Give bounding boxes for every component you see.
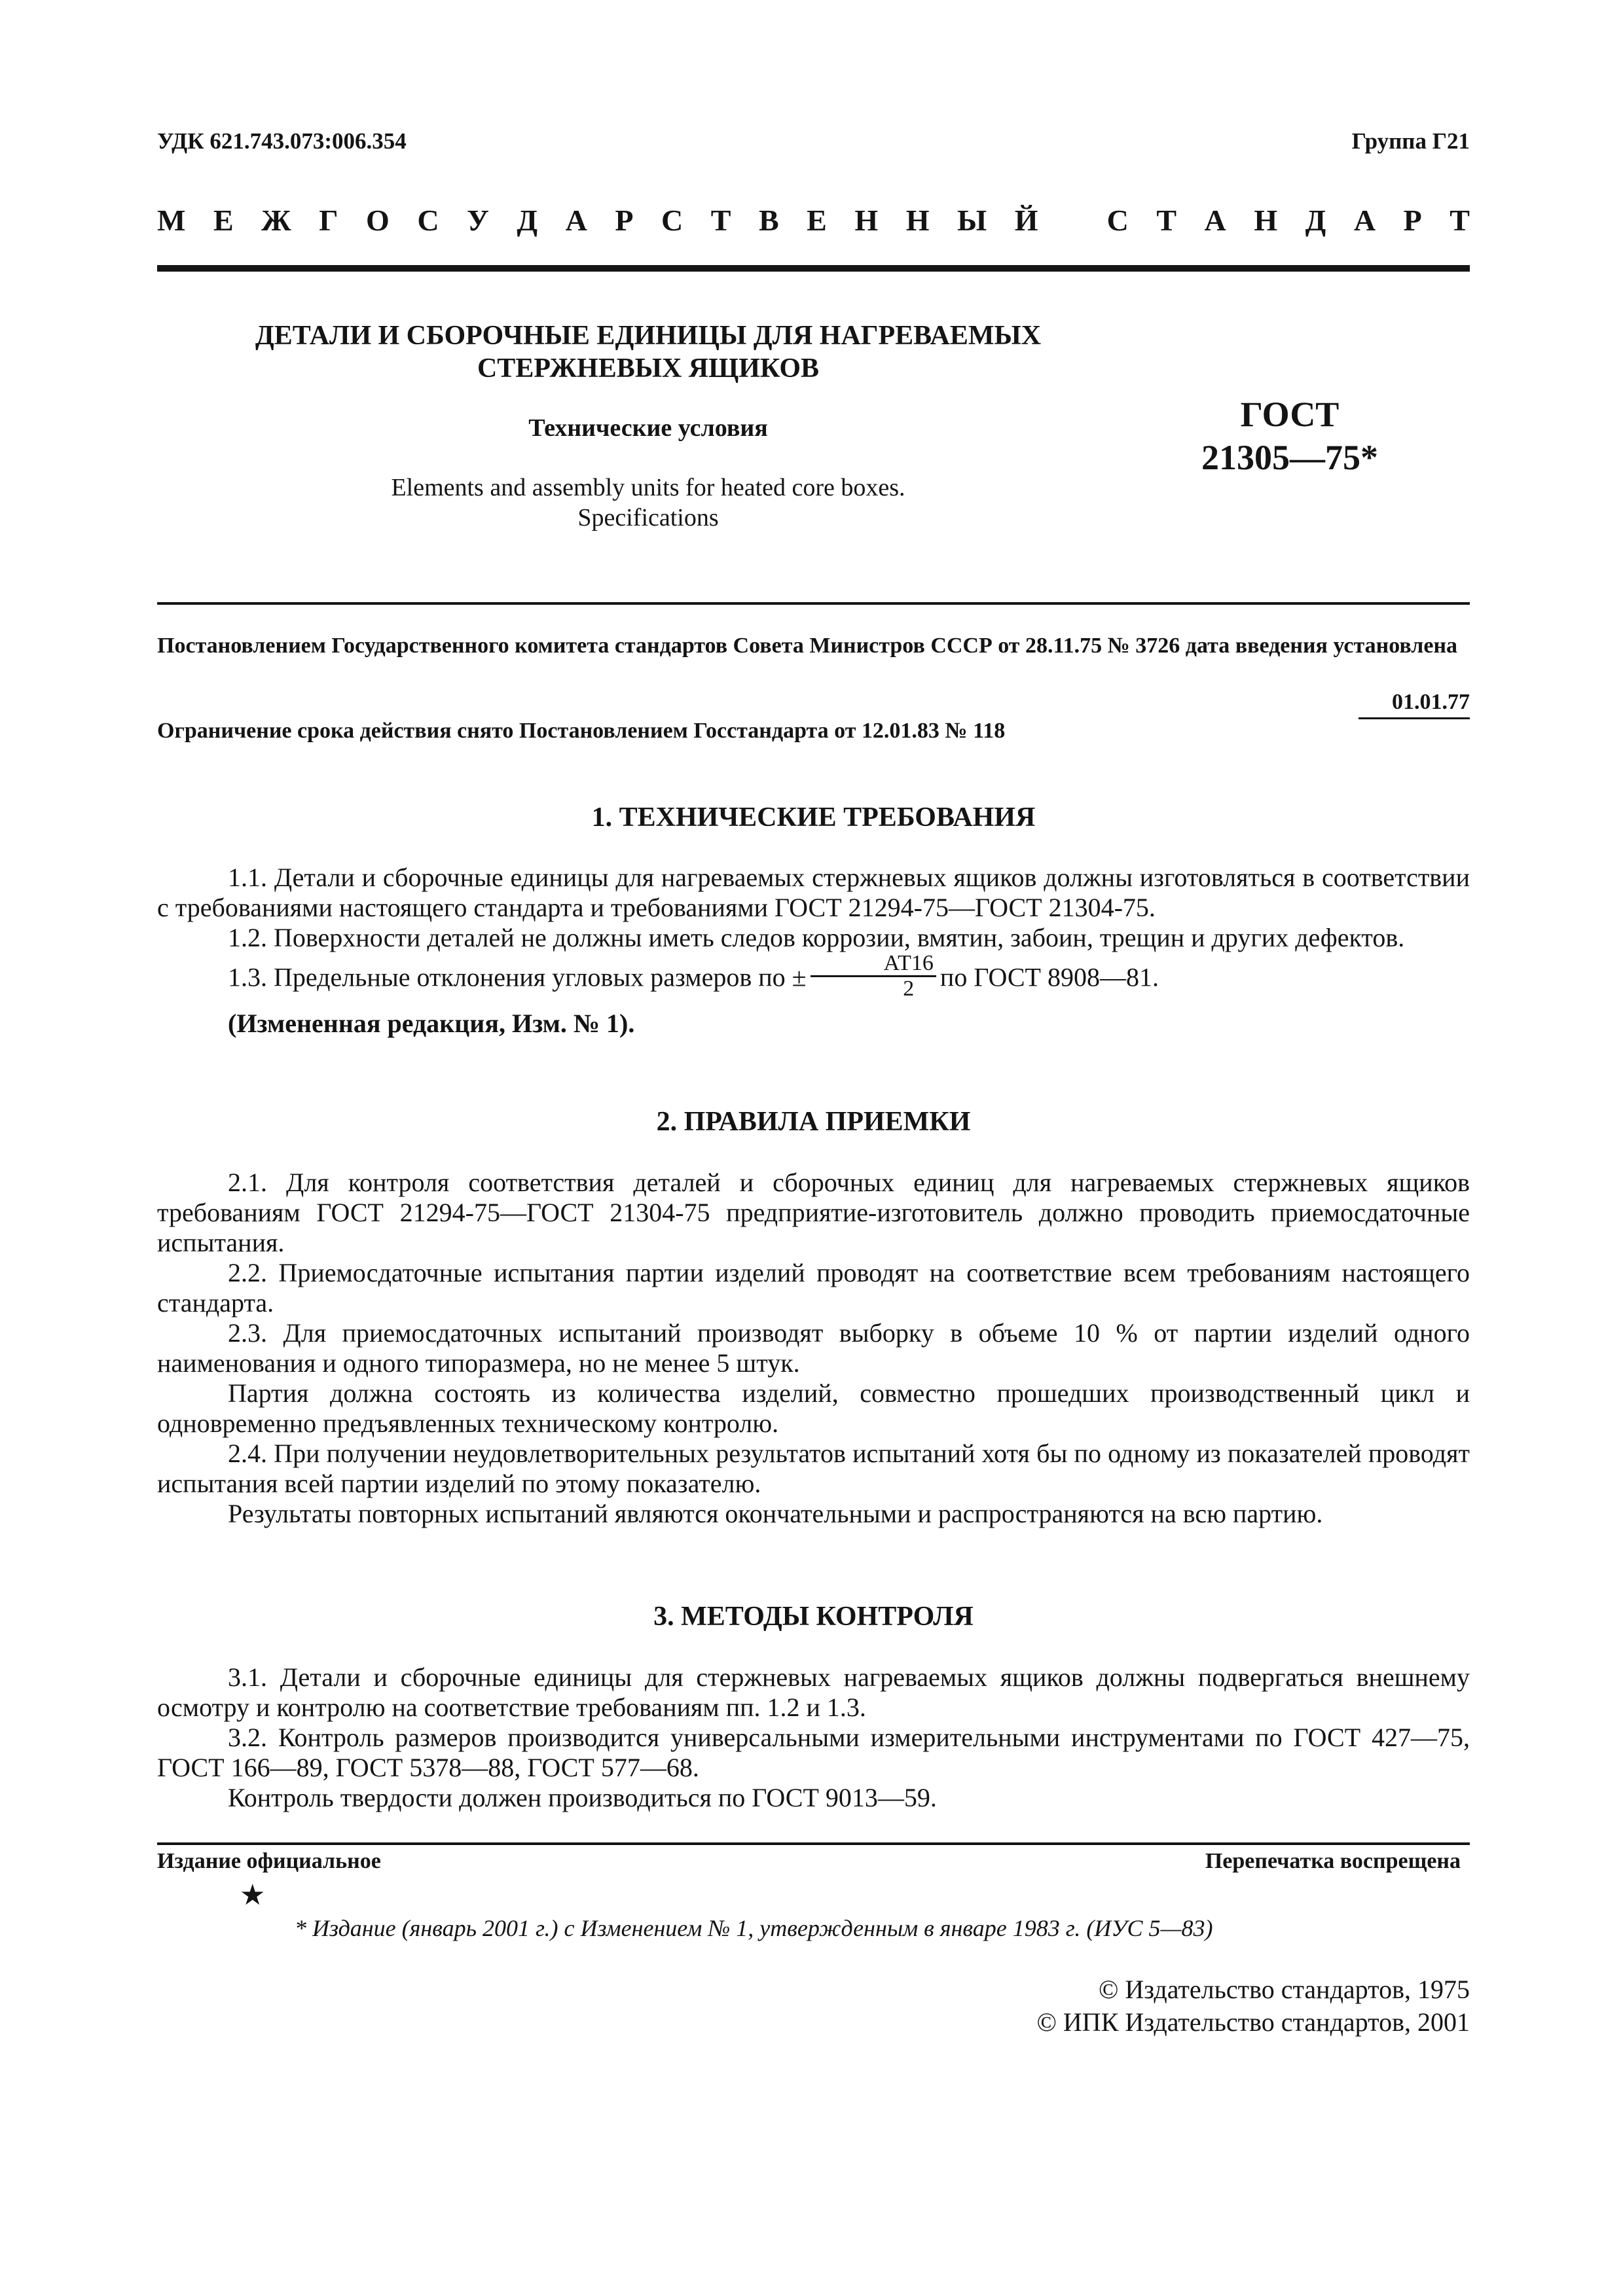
banner-letter: А: [565, 203, 587, 237]
banner-letter: Й: [1014, 203, 1038, 237]
section-1-body: [157, 863, 1470, 1039]
banner-letter: А: [1353, 203, 1376, 237]
title-rule: [157, 602, 1470, 605]
section-3-body: [157, 1662, 1470, 1813]
copyright-block: [1037, 1973, 1470, 2039]
banner-letter: Ы: [957, 203, 987, 237]
edition-footnote: * Издание (январь 2001 г.) с Изменением № 1, утвержденным в январе 1983 г. (ИУС 5—83): [295, 1915, 1213, 1941]
title-line-2: СТЕРЖНЕВЫХ ЯЩИКОВ: [477, 353, 820, 384]
paragraph-1-1: 1.1. Детали и сборочные единицы для нагреваемых стержневых ящиков должны изготовляться в соответствии с требованиями настоящего стандарта и требованиями ГОСТ 21294-75—ГОСТ 21304-75.: [157, 863, 1470, 922]
paragraph-2-3-note: Партия должна состоять из количества изделий, совместно прошедших производственный цикл и одновременно предъявленных техническому контролю.: [157, 1378, 1470, 1438]
banner-letter: У: [467, 203, 489, 237]
paragraph-1-3-text: 1.3. Предельные отклонения угловых размеров по ±: [228, 962, 807, 992]
group-code: Группа Г21: [1351, 128, 1470, 154]
standard-banner: [157, 200, 1470, 240]
paragraph-1-3: [157, 951, 1470, 1005]
banner-letter: Н: [905, 203, 930, 237]
title-line-1: ДЕТАЛИ И СБОРОЧНЫЕ ЕДИНИЦЫ ДЛЯ НАГРЕВАЕМЫХ: [255, 321, 1042, 351]
banner-letter: Д: [517, 203, 538, 237]
banner-letter: Т: [710, 203, 731, 237]
paragraph-2-4: 2.4. При получении неудовлетворительных результатов испытаний хотя бы по одному из показателей проводят испытания всей партии изделий по этому показателю.: [157, 1439, 1470, 1498]
banner-letter: М: [157, 203, 186, 237]
paragraph-3-2-note: Контроль твердости должен производиться по ГОСТ 9013—59.: [228, 1783, 937, 1812]
section-heading-1: 1. ТЕХНИЧЕСКИЕ ТРЕБОВАНИЯ: [591, 802, 1036, 833]
banner-letter: Е: [807, 203, 827, 237]
paragraph-1-2: 1.2. Поверхности деталей не должны иметь следов коррозии, вмятин, забоин, трещин и других дефектов.: [228, 923, 1405, 952]
paragraph-3-1: 3.1. Детали и сборочные единицы для стержневых нагреваемых ящиков должны подвергаться внешнему осмотру и контролю на соответствие требованиям пп. 1.2 и 1.3.: [157, 1662, 1470, 1722]
english-title-line-2: Specifications: [577, 504, 719, 531]
gost-designation: [1152, 393, 1427, 479]
introduction-date: 01.01.77: [1392, 690, 1470, 714]
amendment-note: (Измененная редакция, Изм. № 1).: [228, 1009, 635, 1038]
paragraph-3-2: 3.2. Контроль размеров производится универсальными измерительными инструментами по ГОСТ 427—75, ГОСТ 166—89, ГОСТ 5378—88, ГОСТ 577—68.: [157, 1723, 1470, 1782]
banner-letter: С: [661, 203, 684, 237]
english-title: [157, 473, 1139, 533]
copyright-1975: © Издательство стандартов, 1975: [1098, 1975, 1470, 2004]
banner-rule: [157, 265, 1470, 272]
banner-letter: Т: [1450, 203, 1470, 237]
banner-letter: С: [1106, 203, 1129, 237]
banner-letter: Н: [1254, 203, 1278, 237]
date-underline: [1359, 717, 1470, 719]
banner-letter: О: [366, 203, 390, 237]
fraction-denominator: 2: [903, 977, 915, 1001]
star-icon: ★: [240, 1879, 266, 1911]
copyright-2001: © ИПК Издательство стандартов, 2001: [1036, 2007, 1470, 2037]
decree-text: Постановлением Государственного комитета стандартов Совета Министров СССР от 28.11.75 № 3726 дата введения установлена: [157, 634, 1458, 658]
document-subtitle: Технические условия: [528, 414, 768, 442]
reprint-prohibited: Перепечатка воспрещена: [1205, 1849, 1461, 1873]
gost-label: ГОСТ: [1240, 395, 1340, 434]
official-edition: Издание официальное: [157, 1849, 381, 1873]
banner-letter: В: [758, 203, 779, 237]
document-title: [157, 319, 1139, 385]
banner-letter: Т: [1156, 203, 1177, 237]
udk-code: УДК 621.743.073:006.354: [157, 128, 407, 154]
banner-letter: Г: [319, 203, 338, 237]
banner-letter: Ж: [261, 203, 291, 237]
paragraph-2-1: 2.1. Для контроля соответствия деталей и сборочных единиц для нагреваемых стержневых ящиков требованиям ГОСТ 21294-75—ГОСТ 21304-75 предприятие-изготовитель должно проводить приемосдаточные испытания.: [157, 1168, 1470, 1257]
banner-letter: Н: [854, 203, 879, 237]
banner-letter: Д: [1305, 203, 1326, 237]
gost-number: 21305—75*: [1201, 438, 1378, 477]
tolerance-fraction: [811, 952, 936, 1001]
paragraph-2-4-note: Результаты повторных испытаний являются окончательными и распространяются на всю партию.: [228, 1499, 1323, 1528]
fraction-numerator: АТ16: [811, 952, 936, 977]
section-2-body: [157, 1168, 1470, 1529]
banner-letter: А: [1204, 203, 1226, 237]
banner-letter: Р: [615, 203, 634, 237]
section-heading-2: 2. ПРАВИЛА ПРИЕМКИ: [656, 1107, 971, 1137]
paragraph-2-2: 2.2. Приемосдаточные испытания партии изделий проводят на соответствие всем требованиям настоящего стандарта.: [157, 1258, 1470, 1318]
english-title-line-1: Elements and assembly units for heated core boxes.: [391, 474, 905, 501]
section-heading-3: 3. МЕТОДЫ КОНТРОЛЯ: [653, 1602, 974, 1632]
paragraph-2-3: 2.3. Для приемосдаточных испытаний производят выборку в объеме 10 % от партии изделий одного наименования и одного типоразмера, но не менее 5 штук.: [157, 1318, 1470, 1378]
limitation-text: Ограничение срока действия снято Постановлением Госстандарта от 12.01.83 № 118: [157, 719, 1006, 743]
banner-letter: Р: [1403, 203, 1422, 237]
banner-letter: С: [417, 203, 439, 237]
paragraph-1-3-tail: по ГОСТ 8908—81.: [939, 962, 1159, 992]
footer-rule: [157, 1842, 1470, 1845]
banner-letter: Е: [213, 203, 234, 237]
